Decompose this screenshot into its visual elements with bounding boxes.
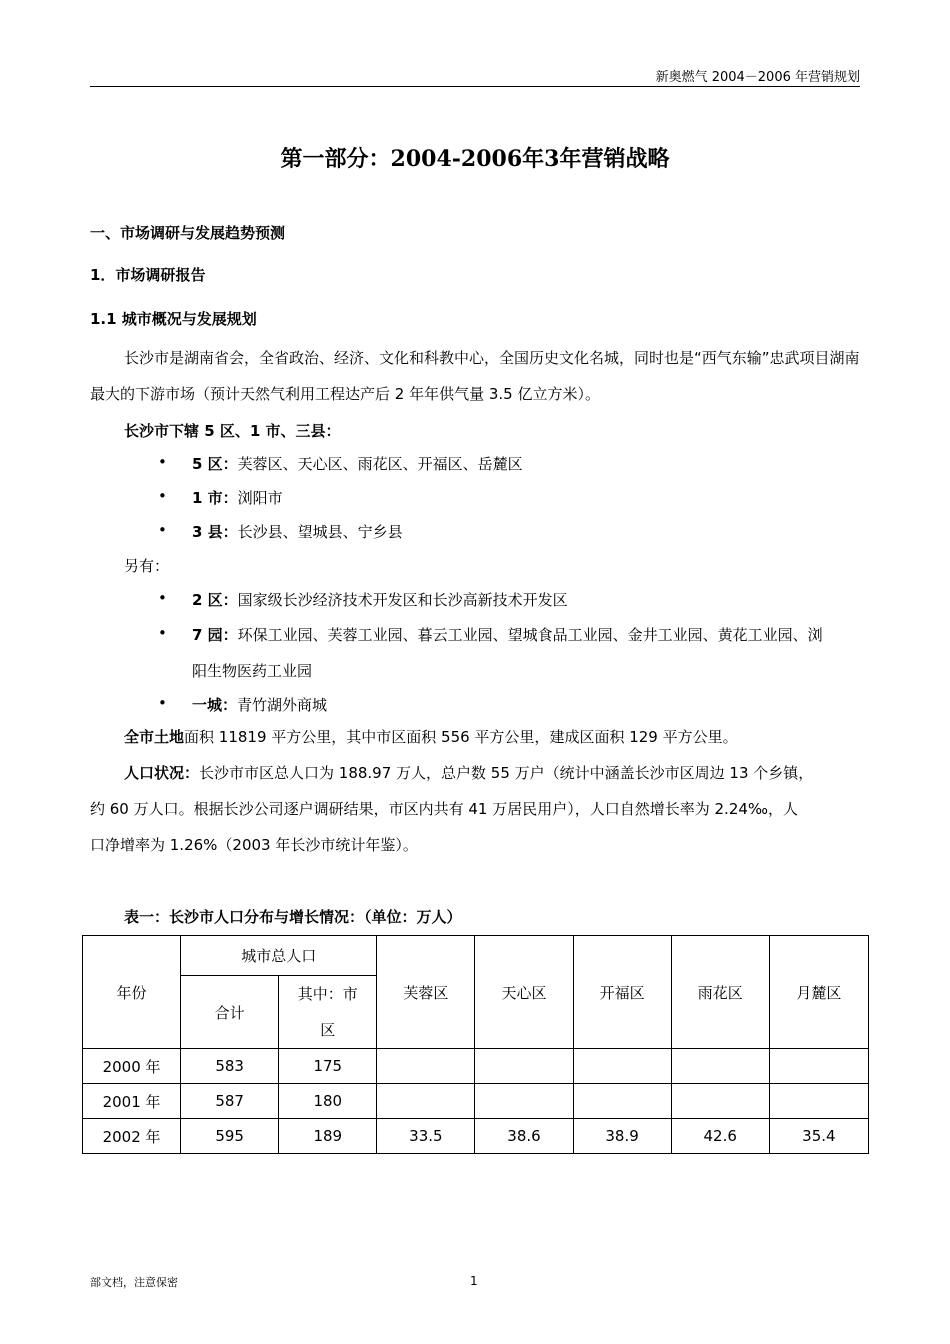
bullet-icon: •: [158, 624, 167, 642]
table-cell: 38.9: [573, 1119, 671, 1154]
table-cell: 583: [181, 1049, 279, 1084]
bullet-icon: •: [158, 589, 167, 607]
table-cell: 2002 年: [83, 1119, 181, 1154]
header-yuelu: 月麓区: [769, 936, 868, 1049]
page-number: 1: [470, 1274, 478, 1288]
header-sum: 合计: [181, 976, 279, 1049]
jurisdiction-title: 长沙市下辖 5 区、1 市、三县：: [124, 422, 341, 440]
table-cell: 33.5: [377, 1119, 475, 1154]
table-cell: [475, 1084, 573, 1119]
table-cell: 2000 年: [83, 1049, 181, 1084]
table-cell: 42.6: [671, 1119, 769, 1154]
table-cell: 38.6: [475, 1119, 573, 1154]
header-kaifu: 开福区: [573, 936, 671, 1049]
table-cell: [573, 1049, 671, 1084]
bullet-icon: •: [158, 521, 167, 539]
footer-confidential: 部文档，注意保密: [90, 1276, 178, 1289]
table-cell: 2001 年: [83, 1084, 181, 1119]
table-cell: [573, 1084, 671, 1119]
table-cell: [671, 1084, 769, 1119]
table-cell: 587: [181, 1084, 279, 1119]
table-row: [83, 1119, 869, 1154]
table-row: [83, 1049, 869, 1084]
intro-paragraph: 长沙市是湖南省会，全省政治、经济、文化和科教中心，全国历史文化名城，同时也是“西气东输”忠武项目湖南最大的下游市场（预计天然气利用工程达产后 2 年年供气量 3.5 亿立方米）。: [90, 349, 860, 403]
bullet-icon: •: [158, 453, 167, 471]
table-cell: [377, 1084, 475, 1119]
page-title: 第一部分：2004-2006年3年营销战略: [280, 146, 670, 172]
subsubsection-heading: 1.1 城市概况与发展规划: [90, 310, 257, 328]
header-year: 年份: [83, 936, 181, 1049]
header-city-district: 其中：市 区: [279, 976, 377, 1049]
bullet-icon: •: [158, 694, 167, 712]
table-row: [83, 1084, 869, 1119]
table-cell: [671, 1049, 769, 1084]
table-cell: 175: [279, 1049, 377, 1084]
table-cell: 189: [279, 1119, 377, 1154]
subsection-heading: 1．市场调研报告: [90, 266, 206, 284]
table-cell: [377, 1049, 475, 1084]
table-cell: 595: [181, 1119, 279, 1154]
bullet-icon: •: [158, 487, 167, 505]
table-cell: 35.4: [769, 1119, 868, 1154]
table-cell: [475, 1049, 573, 1084]
header-total-population: 城市总人口: [181, 936, 377, 976]
table-cell: 180: [279, 1084, 377, 1119]
population-table: [82, 935, 869, 1154]
table-cell: [769, 1049, 868, 1084]
header-yuhua: 雨花区: [671, 936, 769, 1049]
header-furong: 芙蓉区: [377, 936, 475, 1049]
land-paragraph: 全市土地面积 11819 平方公里，其中市区面积 556 平方公里，建成区面积 129 平方公里。: [124, 728, 738, 746]
also-label: 另有：: [124, 557, 170, 575]
header-tianxin: 天心区: [475, 936, 573, 1049]
header-divider: [90, 86, 860, 87]
population-line-3: 口净增率为 1.26%（2003 年长沙市统计年鉴）。: [90, 836, 418, 854]
section-heading: 一、市场调研与发展趋势预测: [90, 224, 286, 242]
table-caption: 表一：长沙市人口分布与增长情况：（单位：万人）: [124, 908, 462, 926]
population-line-1: 人口状况：长沙市市区总人口为 188.97 万人，总户数 55 万户（统计中涵盖长沙市区周边 13 个乡镇，: [124, 764, 814, 782]
page-header: 新奥燃气 2004－2006 年营销规划: [655, 70, 860, 85]
table-cell: [769, 1084, 868, 1119]
population-line-2: 约 60 万人口。根据长沙公司逐户调研结果，市区内共有 41 万居民用户），人口自然增长率为 2.24‰，人: [90, 800, 799, 818]
